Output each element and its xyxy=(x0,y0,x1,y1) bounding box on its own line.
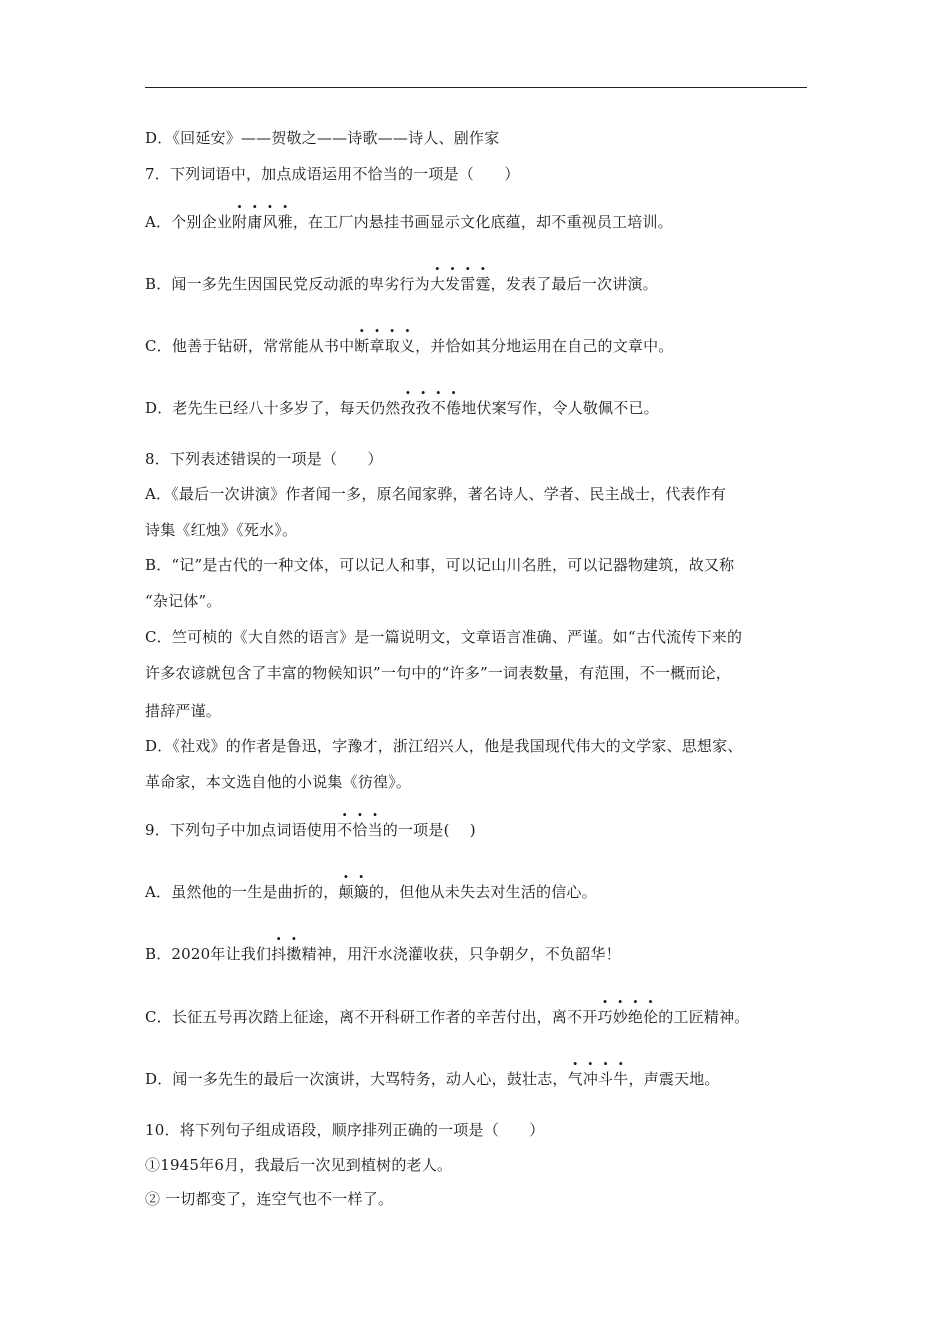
q7-option-a xyxy=(145,212,673,232)
dotted-char: 霆 xyxy=(475,275,491,293)
dotted-char: 簸 xyxy=(353,883,369,901)
q8-option-d-line2: 革命家，本文选自他的小说集《彷徨》。 xyxy=(145,773,412,791)
q7-c-post: ，并恰如其分地运用在自己的文章中。 xyxy=(415,337,674,355)
q8-option-c-line1: C．竺可桢的《大自然的语言》是一篇说明文，文章语言准确、严谨。如“古代流传下来的 xyxy=(145,628,743,646)
q7-a-pre: A．个别企业 xyxy=(145,213,233,231)
dotted-char: 恰 xyxy=(352,821,368,839)
dotted-char: 颠 xyxy=(338,883,354,901)
dotted-char: 风 xyxy=(262,213,278,231)
dotted-char: 孜 xyxy=(400,399,416,417)
q9-option-a xyxy=(145,882,597,902)
dotted-char: 雷 xyxy=(460,275,476,293)
q9-a-post: 的，但他从未失去对生活的信心。 xyxy=(368,883,597,901)
dotted-char: 雅 xyxy=(277,213,293,231)
q7-b-pre: B．闻一多先生因国民党反动派的卑劣行为 xyxy=(145,275,430,293)
dotted-char: 庸 xyxy=(247,213,263,231)
dotted-char: 斗 xyxy=(598,1070,614,1088)
dotted-char: 不 xyxy=(337,821,353,839)
q7-option-c xyxy=(145,336,674,356)
q10-sentence-2: ② 一切都变了，连空气也不一样了。 xyxy=(145,1190,394,1208)
dotted-char: 义 xyxy=(399,337,416,355)
dotted-char: 冲 xyxy=(582,1070,599,1088)
dotted-char: 妙 xyxy=(612,1008,628,1026)
q7-c-pre: C．他善于钻研，常常能从书中 xyxy=(145,337,355,355)
q8-stem: 8．下列表述错误的一项是（ ） xyxy=(145,450,383,468)
q7-d-post: 地伏案写作，令人敬佩不已。 xyxy=(461,399,659,417)
q8-option-d-line1: D．《社戏》的作者是鲁迅，字豫才，浙江绍兴人，他是我国现代伟大的文学家、思想家、 xyxy=(145,737,743,755)
dotted-char: 当 xyxy=(367,821,383,839)
dotted-char: 大 xyxy=(429,275,446,293)
q8-option-c-line3: 措辞严谨。 xyxy=(145,702,222,720)
q9-a-pre: A．虽然他的一生是曲折的， xyxy=(145,883,339,901)
q9-option-b xyxy=(145,944,621,964)
q9-c-pre: C．长征五号再次踏上征途，离不开科研工作者的辛苦付出，离不开 xyxy=(145,1008,598,1026)
dotted-char: 发 xyxy=(445,275,461,293)
header-rule xyxy=(145,87,807,88)
q8-option-b-line1: B．“记”是古代的一种文体，可以记人和事，可以记山川名胜，可以记器物建筑，故又称 xyxy=(145,556,735,574)
q8-option-c-line2: 许多农谚就包含了丰富的物候知识”一句中的“许多”一词表数量，有范围，不一概而论， xyxy=(145,664,732,682)
dotted-char: 不 xyxy=(430,399,447,417)
q7-option-b xyxy=(145,274,658,294)
q7-stem: 7．下列词语中，加点成语运用不恰当的一项是（ ） xyxy=(145,165,520,183)
q8-option-a-line2: 诗集《红烛》《死水》。 xyxy=(145,521,298,539)
q9-c-post: 的工匠精神。 xyxy=(658,1008,750,1026)
q7-option-d xyxy=(145,398,659,418)
q7-b-post: ，发表了最后一次讲演。 xyxy=(490,275,658,293)
dotted-char: 孜 xyxy=(415,399,431,417)
dotted-char: 取 xyxy=(384,337,400,355)
dotted-char: 倦 xyxy=(446,399,462,417)
dotted-char: 牛 xyxy=(613,1070,629,1088)
q8-option-b-line2: “杂记体”。 xyxy=(145,592,222,610)
dotted-char: 擞 xyxy=(286,945,302,963)
q8-option-a-line1: A．《最后一次讲演》作者闻一多，原名闻家骅，著名诗人、学者、民主战士，代表作有 xyxy=(145,485,727,503)
q9-option-d xyxy=(145,1069,720,1089)
dotted-char: 巧 xyxy=(597,1008,613,1026)
q9-stem-pre: 9．下列句子中加点词语使用 xyxy=(145,821,338,839)
q10-sentence-1: ①1945年6月，我最后一次见到植树的老人。 xyxy=(145,1156,453,1174)
q7-a-post: ，在工厂内悬挂书画显示文化底蕴，却不重视员工培训。 xyxy=(292,213,673,231)
q9-stem-post: 的一项是( ) xyxy=(382,821,476,839)
dotted-char: 抖 xyxy=(271,945,287,963)
q7-d-pre: D．老先生已经八十多岁了，每天仍然 xyxy=(145,399,401,417)
dotted-char: 气 xyxy=(567,1070,583,1088)
q10-stem: 10．将下列句子组成语段，顺序排列正确的一项是（ ） xyxy=(145,1121,545,1139)
q9-stem xyxy=(145,820,476,840)
q9-b-post: 精神，用汗水浇灌收获，只争朝夕，不负韶华！ xyxy=(301,945,621,963)
q6-option-d: D．《回延安》——贺敬之——诗歌——诗人、剧作家 xyxy=(145,129,500,147)
dotted-char: 断 xyxy=(354,337,370,355)
q9-d-post: ，声震天地。 xyxy=(628,1070,720,1088)
q9-d-pre: D．闻一多先生的最后一次演讲，大骂特务，动人心，鼓壮志， xyxy=(145,1070,568,1088)
dotted-char: 附 xyxy=(232,213,248,231)
q9-b-pre: B．2020年让我们 xyxy=(145,945,272,963)
dotted-char: 绝 xyxy=(627,1008,644,1026)
q9-option-c xyxy=(145,1007,750,1027)
dotted-char: 伦 xyxy=(643,1008,659,1026)
dotted-char: 章 xyxy=(369,337,385,355)
